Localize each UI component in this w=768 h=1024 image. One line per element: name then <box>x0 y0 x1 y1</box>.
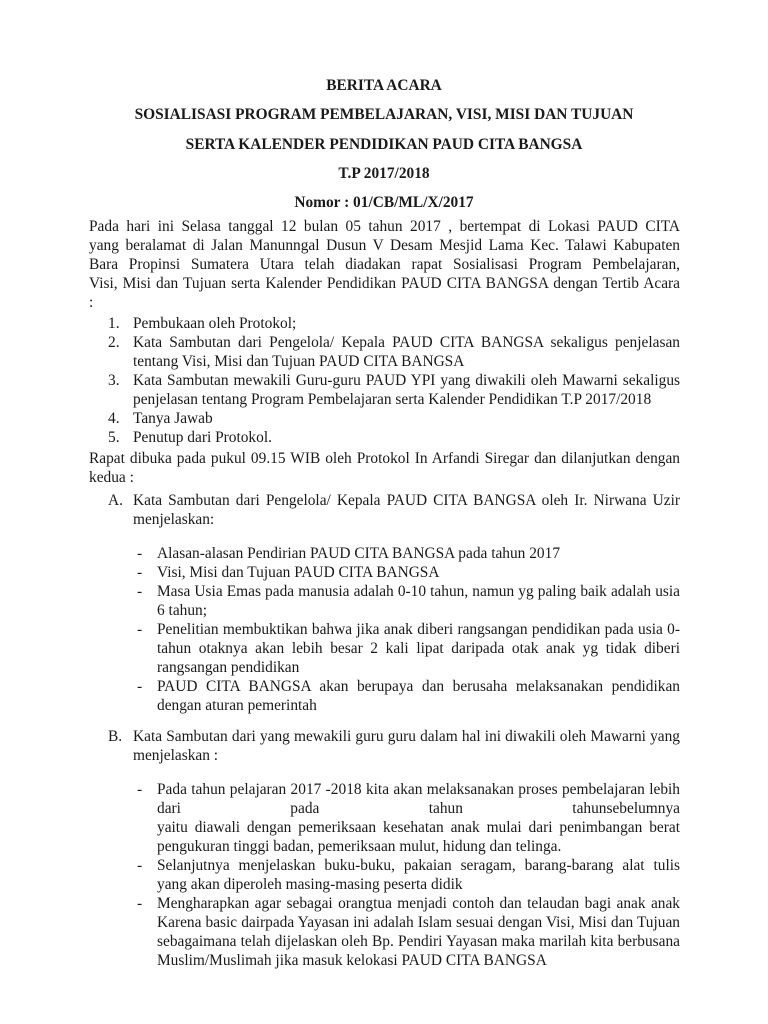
text-line: Kata Sambutan mewakili Guru-guru PAUD YPI yang diwakili oleh Mawarni sekaligus <box>133 372 680 389</box>
text-line: PAUD CITA BANGSA akan berupaya dan berusaha melaksanakan pendidikan <box>157 678 680 695</box>
list-marker: 5. <box>108 429 120 446</box>
text-line: Penutup dari Protokol. <box>133 429 272 446</box>
text-line: sebagaimana telah dijelaskan oleh Bp. Pendiri Yayasan maka marilah kita berbusana <box>157 933 680 950</box>
text-line: dengan aturan pemerintah <box>157 697 317 714</box>
text-line: Pembukaan oleh Protokol; <box>133 315 297 332</box>
text-line: pengukuran tinggi badan, pemeriksaan mulut, hidung dan telinga. <box>157 838 562 855</box>
text-line: Pada tahun pelajaran 2017 -2018 kita akan melaksanakan proses pembelajaran lebih <box>157 781 680 798</box>
list-marker: 2. <box>108 334 120 351</box>
text-line: dari pada tahun tahunsebelumnya <box>157 800 680 817</box>
text-line: Muslim/Muslimah jika masuk kelokasi PAUD CITA BANGSA <box>157 952 547 969</box>
bullet-item <box>137 582 680 620</box>
text-line: Bara Propinsi Sumatera Utara telah diadakan rapat Sosialisasi Program Pembelajaran, <box>89 256 680 273</box>
doc-subtitle-2: SERTA KALENDER PENDIDIKAN PAUD CITA BANGSA <box>185 136 583 153</box>
text-line: rangsangan pendidikan <box>157 659 300 676</box>
text-line: Penelitian membuktikan bahwa jika anak diberi rangsangan pendidikan pada usia 0- <box>157 621 680 638</box>
bullet-item <box>137 620 680 677</box>
text-line: Rapat dibuka pada pukul 09.15 WIB oleh Protokol In Arfandi Siregar dan dilanjutkan dengan <box>89 450 680 467</box>
list-marker: - <box>137 564 143 581</box>
text-line: Selanjutnya menjelaskan buku-buku, pakaian seragam, barang-barang alat tulis <box>157 857 680 874</box>
agenda-item <box>108 371 680 409</box>
intro-paragraph <box>89 217 680 312</box>
text-line: Kata Sambutan dari yang mewakili guru guru dalam hal ini diwakili oleh Mawarni yang <box>133 728 680 745</box>
text-line: Karena basic dairpada Yayasan ini adalah Islam sesuai dengan Visi, Misi dan Tujuan <box>157 914 680 931</box>
text-line: Visi, Misi dan Tujuan PAUD CITA BANGSA <box>157 564 440 581</box>
text-line: yaitu diawali dengan pemeriksaan kesehatan anak mulai dari penimbangan berat <box>157 819 680 836</box>
text-line: tahun otaknya akan lebih besar 2 kali lipat daripada otak anak yg tidak diberi <box>157 640 680 657</box>
list-marker: - <box>137 895 143 912</box>
text-line: Kata Sambutan dari Pengelola/ Kepala PAUD CITA BANGSA oleh Ir. Nirwana Uzir <box>133 492 680 509</box>
bullet-item <box>137 856 680 894</box>
list-marker: A. <box>108 492 123 509</box>
doc-title: BERITA ACARA <box>326 77 442 94</box>
list-marker: - <box>137 678 143 695</box>
text-line: Pada hari ini Selasa tanggal 12 bulan 05 tahun 2017 , bertempat di Lokasi PAUD CITA <box>89 218 680 235</box>
list-marker: - <box>137 545 143 562</box>
bullet-item <box>137 894 680 970</box>
list-marker: - <box>137 621 143 638</box>
text-line: Mengharapkan agar sebagai orangtua menjadi contoh dan telaudan bagi anak anak <box>157 895 680 912</box>
agenda-item <box>108 314 680 333</box>
text-line: tentang Visi, Misi dan Tujuan PAUD CITA BANGSA <box>133 353 465 370</box>
text-line: kedua : <box>89 469 134 486</box>
list-marker: - <box>137 857 143 874</box>
list-marker: - <box>137 781 143 798</box>
text-line: penjelasan tentang Program Pembelajaran serta Kalender Pendidikan T.P 2017/2018 <box>133 391 652 408</box>
text-line: menjelaskan: <box>133 511 215 528</box>
text-line: menjelaskan : <box>133 747 219 764</box>
text-line: Kata Sambutan dari Pengelola/ Kepala PAUD CITA BANGSA sekaligus penjelasan <box>133 334 680 351</box>
bullet-item <box>137 544 680 563</box>
text-line: 6 tahun; <box>157 602 208 619</box>
text-line: yang beralamat di Jalan Manunngal Dusun V Desam Mesjid Lama Kec. Talawi Kabupaten <box>89 237 680 254</box>
list-marker: B. <box>108 728 123 745</box>
bullet-item <box>137 677 680 715</box>
doc-number: Nomor : 01/CB/ML/X/2017 <box>294 194 474 211</box>
bullet-item <box>137 780 680 856</box>
list-marker: 4. <box>108 410 120 427</box>
text-line: : <box>89 294 94 311</box>
text-line: Masa Usia Emas pada manusia adalah 0-10 tahun, namun yg paling baik adalah usia <box>157 583 680 600</box>
doc-subtitle-1: SOSIALISASI PROGRAM PEMBELAJARAN, VISI, MISI DAN TUJUAN <box>134 106 634 123</box>
text-line: yang akan diperoleh masing-masing peserta didik <box>157 876 463 893</box>
agenda-item <box>108 409 680 428</box>
section-a-heading <box>108 491 680 529</box>
agenda-item <box>108 428 680 447</box>
list-marker: 1. <box>108 315 120 332</box>
text-line: Alasan-alasan Pendirian PAUD CITA BANGSA pada tahun 2017 <box>157 545 561 562</box>
list-marker: - <box>137 583 143 600</box>
section-b-heading <box>108 727 680 765</box>
text-line: Tanya Jawab <box>133 410 213 427</box>
agenda-item <box>108 333 680 371</box>
text-line: Visi, Misi dan Tujuan serta Kalender Pendidikan PAUD CITA BANGSA dengan Tertib Acara <box>89 275 680 292</box>
opening-paragraph <box>89 449 680 487</box>
list-marker: 3. <box>108 372 120 389</box>
bullet-item <box>137 563 680 582</box>
doc-year: T.P 2017/2018 <box>338 165 430 182</box>
